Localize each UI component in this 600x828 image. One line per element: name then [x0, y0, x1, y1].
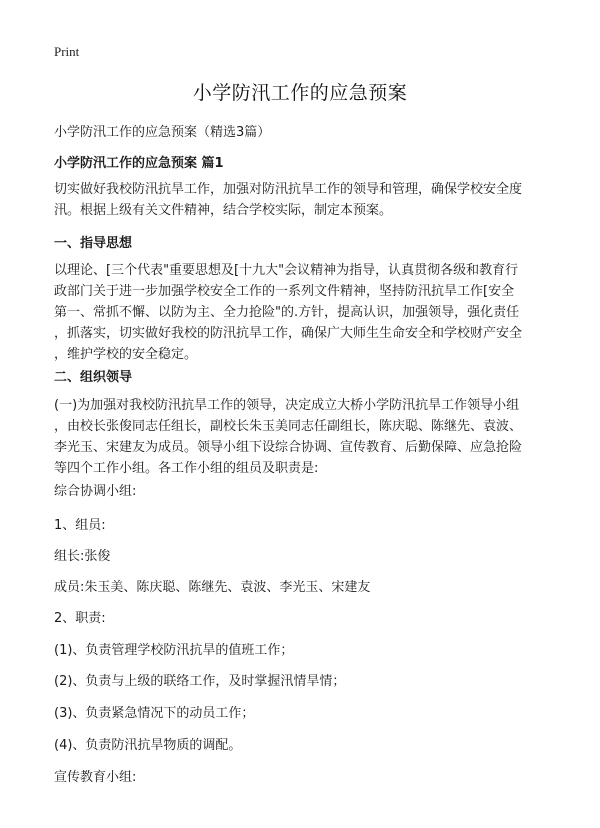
paragraph-line: 政部门关于进一步加强学校安全工作的一系列文件精神，坚持防汛抗旱工作[安全	[54, 284, 515, 299]
guiding-ideology-paragraph	[54, 260, 554, 365]
document-subtitle: 小学防汛工作的应急预案（精选3篇）	[54, 125, 271, 140]
organization-paragraph	[54, 395, 554, 479]
part-heading: 小学防汛工作的应急预案 篇1	[54, 156, 224, 171]
paragraph-line: ，维护学校的安全稳定。	[54, 347, 198, 362]
paragraph-line: 汛。根据上级有关文件精神，结合学校实际，制定本预案。	[54, 203, 393, 218]
section-heading-organization: 二、组织领导	[54, 370, 133, 385]
document-title: 小学防汛工作的应急预案	[192, 82, 408, 104]
group-leader: 组长:张俊	[54, 549, 111, 564]
members-label: 1、组员:	[54, 518, 106, 533]
intro-paragraph	[54, 179, 554, 221]
duty-item: (1)、负责管理学校防汛抗旱的值班工作；	[54, 643, 294, 658]
duties-label: 2、职责:	[54, 611, 106, 626]
group-title-coordination: 综合协调小组:	[54, 484, 137, 499]
paragraph-line: 等四个工作小组。各工作小组的组员及职责是:	[54, 461, 319, 476]
print-label: Print	[54, 44, 80, 59]
duty-item: (4)、负责防汛抗旱物质的调配。	[54, 738, 242, 753]
duty-item: (2)、负责与上级的联络工作，及时掌握汛情旱情；	[54, 674, 346, 689]
duty-item: (3)、负责紧急情况下的动员工作；	[54, 706, 255, 721]
group-members: 成员:朱玉美、陈庆聪、陈继先、袁波、李光玉、宋建友	[54, 580, 371, 595]
paragraph-line: ，抓落实，切实做好我校的防汛抗旱工作，确保广大师生生命安全和学校财产安全	[54, 326, 523, 341]
paragraph-line: 以理论、[三个代表"重要思想及[十九大"会议精神为指导，认真贯彻各级和教育行	[54, 263, 519, 278]
paragraph-line: 第一、常抓不懈、以防为主、全力抢险"的.方针，提高认识，加强领导，强化责任	[54, 305, 520, 320]
paragraph-line: (一)为加强对我校防汛抗旱工作的领导，决定成立大桥小学防汛抗旱工作领导小组	[54, 398, 520, 413]
paragraph-line: 切实做好我校防汛抗旱工作，加强对防汛抗旱工作的领导和管理，确保学校安全度	[54, 182, 523, 197]
paragraph-line: 李光玉、宋建友为成员。领导小组下设综合协调、宣传教育、后勤保障、应急抢险	[54, 440, 523, 455]
group-title-publicity: 宣传教育小组:	[54, 770, 137, 785]
paragraph-line: ，由校长张俊同志任组长，副校长朱玉美同志任副组长，陈庆聪、陈继先、袁波、	[54, 419, 523, 434]
section-heading-guiding-ideology: 一、指导思想	[54, 236, 133, 251]
